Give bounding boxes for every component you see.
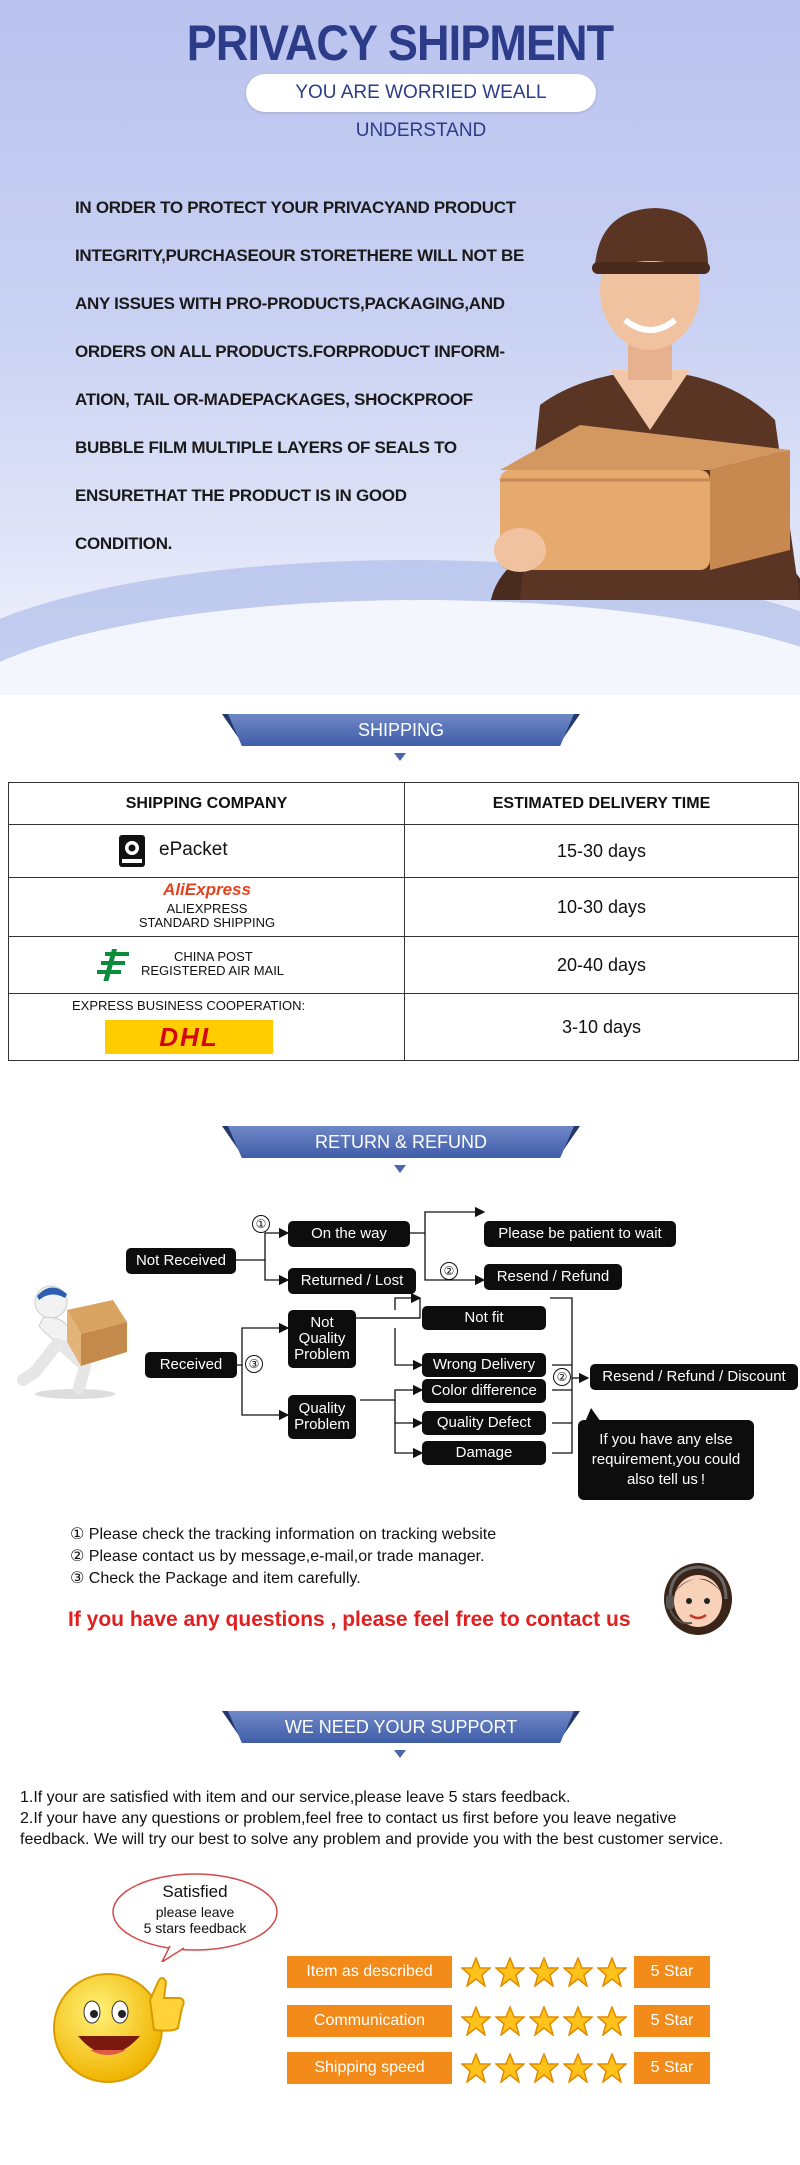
star-icon (597, 2053, 627, 2083)
delivery-time: 3-10 days (405, 994, 799, 1061)
delivery-time: 10-30 days (405, 878, 799, 937)
star-icon (461, 1957, 491, 1987)
star-icon (597, 1957, 627, 1987)
carrier-subname: STANDARD SHIPPING (138, 915, 276, 930)
refund-banner (228, 1126, 574, 1158)
hero-subtitle: YOU ARE WORRIED WEALL UNDERSTAND (246, 74, 596, 112)
hero-line: ORDERS ON ALL PRODUCTS.FORPRODUCT INFORM- (75, 342, 505, 361)
delivery-time: 20-40 days (405, 937, 799, 994)
note-check: ③ Check the Package and item carefully. (70, 1570, 361, 1587)
contact-message: If you have any questions , please feel free to contact us (68, 1608, 631, 1631)
on-the-way-box: On the way (288, 1221, 410, 1247)
note-contact: ② Please contact us by message,e-mail,or trade manager. (70, 1548, 485, 1565)
hero-line: BUBBLE FILM MULTIPLE LAYERS OF SEALS TO (75, 438, 457, 457)
star-icon (563, 1957, 593, 1987)
shipping-banner (228, 714, 574, 746)
bubble-line-2: 5 stars feedback (143, 1920, 247, 1936)
quality-defect-box: Quality Defect (422, 1411, 546, 1435)
hero-line: ATION, TAIL OR-MADEPACKAGES, SHOCKPROOF (75, 390, 473, 409)
delivery-time: 15-30 days (405, 825, 799, 878)
carrier-cell (9, 825, 405, 878)
step-3-marker: ③ (245, 1355, 263, 1373)
star-icon (461, 2006, 491, 2036)
column-header-company: SHIPPING COMPANY (9, 783, 405, 825)
star-icon (597, 2006, 627, 2036)
china-post-logo-icon (97, 949, 133, 981)
hero-section (0, 0, 800, 695)
star-icon (563, 2006, 593, 2036)
resend-refund-box: Resend / Refund (484, 1264, 622, 1290)
star-icon (529, 2006, 559, 2036)
carrier-subname: REGISTERED AIR MAIL (141, 963, 285, 978)
step-2-marker: ② (553, 1368, 571, 1386)
table-row (9, 825, 799, 878)
step-1-marker: ① (252, 1215, 270, 1233)
down-arrow-icon (394, 753, 406, 761)
rating-label-shipping: Shipping speed (287, 2052, 452, 2084)
star-icon (495, 1957, 525, 1987)
support-agent-avatar-icon (660, 1555, 736, 1635)
smiley-thumbs-up-icon (50, 1960, 190, 2090)
courier-with-box-image (410, 190, 800, 600)
damage-box: Damage (422, 1441, 546, 1465)
down-arrow-icon (394, 1750, 406, 1758)
support-paragraph-2-cont: feedback. We will try our best to solve any problem and provide you with the best customer service. (20, 1831, 724, 1848)
hero-line: CONDITION. (75, 534, 173, 553)
carrier-name: ALIEXPRESS (166, 901, 248, 916)
carrier-cell (9, 878, 405, 937)
color-difference-box: Color difference (422, 1379, 546, 1403)
bubble-line-1: please leave (155, 1904, 235, 1920)
star-icon (563, 2053, 593, 2083)
support-banner-title: WE NEED YOUR SUPPORT (284, 1717, 518, 1737)
not-fit-box: Not fit (422, 1306, 546, 1330)
carrier-name: EXPRESS BUSINESS COOPERATION: (72, 998, 306, 1013)
table-row (9, 937, 799, 994)
wrong-delivery-box: Wrong Delivery (422, 1353, 546, 1377)
aliexpress-logo: AliExpress (163, 880, 251, 899)
support-banner (228, 1711, 574, 1743)
rating-value-item: 5 Star (634, 1956, 710, 1988)
star-icon (495, 2053, 525, 2083)
received-box: Received (145, 1352, 237, 1378)
star-icon (495, 2006, 525, 2036)
down-arrow-icon (394, 1165, 406, 1173)
epacket-logo-icon (119, 835, 145, 867)
resend-refund-discount-box: Resend / Refund / Discount (590, 1364, 798, 1390)
rating-label-communication: Communication (287, 2005, 452, 2037)
carrier-cell (9, 937, 405, 994)
returned-lost-box: Returned / Lost (288, 1268, 416, 1294)
else-requirement-note: If you have any else requirement,you could also tell us ! (578, 1420, 754, 1500)
star-icon (529, 2053, 559, 2083)
refund-banner-title: RETURN & REFUND (314, 1132, 487, 1152)
step-2-marker: ② (440, 1262, 458, 1280)
note-tracking: ① Please check the tracking information on tracking website (70, 1526, 497, 1543)
not-received-box: Not Received (126, 1248, 236, 1274)
support-paragraph-1: 1.If your are satisfied with item and our service,please leave 5 stars feedback. (20, 1789, 571, 1806)
hero-line: INTEGRITY,PURCHASEOUR STORETHERE WILL NOT BE (75, 246, 524, 265)
carrier-cell (9, 994, 405, 1061)
carrier-name: ePacket (159, 839, 228, 860)
shipping-table (8, 782, 799, 1061)
quality-problem-box: Quality Problem (288, 1395, 356, 1439)
hero-title: PRIVACY SHIPMENT (186, 15, 614, 71)
note-pointer (585, 1408, 601, 1422)
table-row (9, 878, 799, 937)
star-icon (461, 2053, 491, 2083)
column-header-time: ESTIMATED DELIVERY TIME (405, 783, 799, 825)
rating-value-communication: 5 Star (634, 2005, 710, 2037)
carrier-name: CHINA POST (174, 949, 253, 964)
hero-line: IN ORDER TO PROTECT YOUR PRIVACYAND PRODUCT (75, 198, 516, 217)
table-row (9, 994, 799, 1061)
bubble-title: Satisfied (162, 1882, 228, 1901)
shipping-banner-title: SHIPPING (357, 720, 445, 740)
support-paragraph-2: 2.If your have any questions or problem,feel free to contact us first before you leave negative (20, 1810, 677, 1827)
be-patient-box: Please be patient to wait (484, 1221, 676, 1247)
dhl-logo: DHL (105, 1020, 273, 1054)
star-icon (529, 1957, 559, 1987)
hero-line: ENSURETHAT THE PRODUCT IS IN GOOD (75, 486, 407, 505)
hero-line: ANY ISSUES WITH PRO-PRODUCTS,PACKAGING,AND (75, 294, 505, 313)
rating-value-shipping: 5 Star (634, 2052, 710, 2084)
not-quality-problem-box: Not Quality Problem (288, 1310, 356, 1368)
table-header-row (9, 783, 799, 825)
rating-label-item: Item as described (287, 1956, 452, 1988)
delivery-figure-icon (15, 1280, 135, 1400)
